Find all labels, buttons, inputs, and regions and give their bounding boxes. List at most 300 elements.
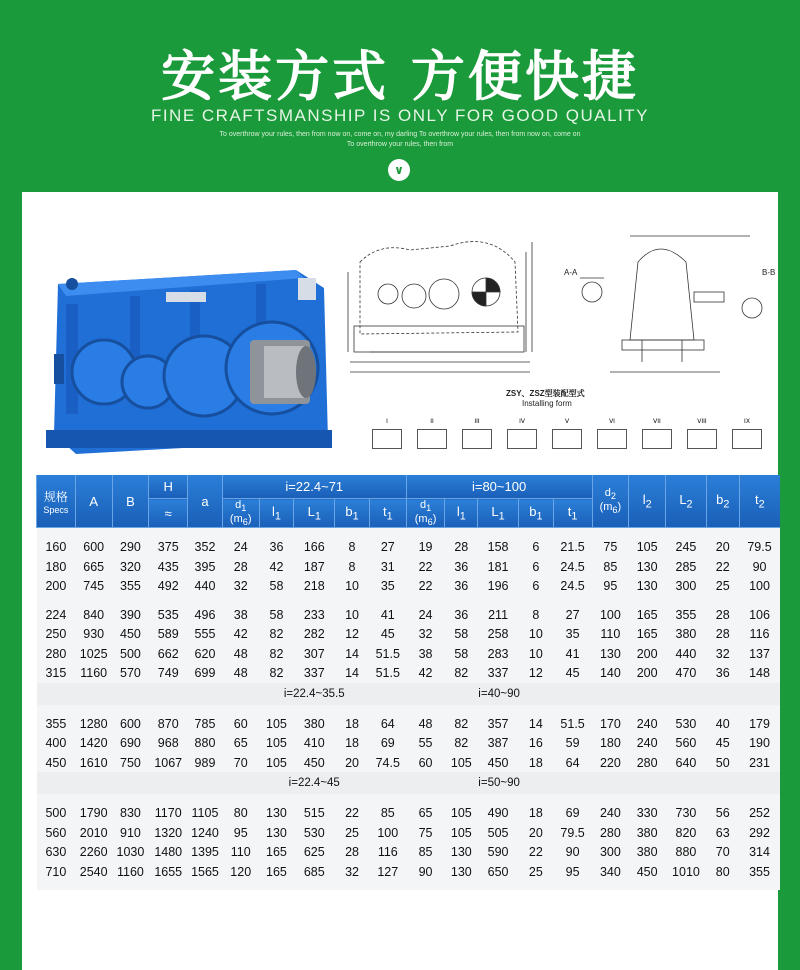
table-cell: 282 [294,624,335,644]
table-cell: 410 [294,733,335,753]
table-cell: 36 [445,576,478,596]
table-cell: 530 [666,714,707,734]
header-a-upper: A [75,475,112,528]
table-cell: 710 [37,862,76,882]
table-cell: 59 [553,733,592,753]
table-cell: 435 [149,557,188,577]
table-cell: 75 [406,823,445,843]
table-cell: 340 [592,862,629,882]
table-cell: 82 [445,714,478,734]
installing-form-item [552,418,582,449]
table-cell: 10 [518,644,553,664]
table-cell: 48 [222,663,259,683]
table-cell: 45 [553,663,592,683]
installing-forms [372,418,762,464]
ratio-band-label: i=40~90 [406,683,592,705]
table-cell: 240 [592,803,629,823]
table-cell: 38 [406,644,445,664]
header-L1-b: $L_1$ [478,499,519,528]
table-cell: 56 [706,803,739,823]
table-cell: 315 [37,663,76,683]
table-cell: 830 [112,803,149,823]
table-cell: 180 [592,733,629,753]
table-cell: 166 [294,537,335,557]
table-cell: 200 [629,644,666,664]
table-cell: 45 [369,624,406,644]
table-cell: 70 [222,753,259,773]
table-cell: 1067 [149,753,188,773]
table-cell: 785 [188,714,223,734]
table-cell: 31 [369,557,406,577]
table-cell: 1160 [75,663,112,683]
table-cell: 28 [222,557,259,577]
table-cell: 440 [666,644,707,664]
header-L1: $L_1$ [294,499,335,528]
header-a-lower: a [188,475,223,528]
table-cell: 252 [739,803,780,823]
table-cell: 32 [222,576,259,596]
table-cell: 35 [553,624,592,644]
table-cell: 1395 [188,842,223,862]
table-cell: 130 [445,862,478,882]
table-cell: 160 [37,537,76,557]
table-cell: 95 [222,823,259,843]
table-cell: 450 [112,624,149,644]
table-cell: 505 [478,823,519,843]
table-cell: 2010 [75,823,112,843]
table-cell: 24.5 [553,576,592,596]
table-cell: 106 [739,605,780,625]
table-cell: 380 [666,624,707,644]
table-cell: 300 [666,576,707,596]
table-cell: 51.5 [553,714,592,734]
table-cell: 355 [112,576,149,596]
table-cell: 880 [666,842,707,862]
header-b1: $b_1$ [335,499,370,528]
table-cell: 22 [406,557,445,577]
table-cell: 1565 [188,862,223,882]
table-cell: 1420 [75,733,112,753]
table-cell: 20 [335,753,370,773]
header-ratio-2: i=80~100 [406,475,592,499]
table-cell: 1655 [149,862,188,882]
table-cell: 330 [629,803,666,823]
header-h: H [149,475,188,499]
table-cell: 42 [259,557,294,577]
table-cell: 51.5 [369,644,406,664]
table-cell: 625 [294,842,335,862]
table-cell: 196 [478,576,519,596]
header-L2: $L_2$ [666,475,707,528]
table-cell: 560 [37,823,76,843]
table-cell: 240 [629,733,666,753]
header-b1-b: $b_1$ [518,499,553,528]
table-cell: 450 [294,753,335,773]
table-cell: 158 [478,537,519,557]
table-cell: 110 [222,842,259,862]
table-cell: 570 [112,663,149,683]
table-cell: 36 [445,557,478,577]
table-cell: 314 [739,842,780,862]
table-cell: 450 [629,862,666,882]
table-cell: 283 [478,644,519,664]
table-cell: 1610 [75,753,112,773]
table-cell: 48 [222,644,259,664]
table-cell: 910 [112,823,149,843]
table-cell: 820 [666,823,707,843]
table-cell: 390 [112,605,149,625]
table-cell: 1790 [75,803,112,823]
table-cell: 2540 [75,862,112,882]
table-cell: 38 [222,605,259,625]
table-cell: 750 [112,753,149,773]
table-cell: 14 [335,644,370,664]
table-cell: 28 [706,605,739,625]
table-cell: 640 [666,753,707,773]
table-cell: 58 [445,644,478,664]
table-row [37,823,781,843]
installing-form-item [372,418,402,449]
installing-form-label: V [564,418,570,425]
table-cell: 74.5 [369,753,406,773]
table-cell: 22 [518,842,553,862]
header-t1: $t_1$ [369,499,406,528]
table-row [37,557,781,577]
table-cell: 352 [188,537,223,557]
table-cell: 95 [592,576,629,596]
table-cell: 28 [335,842,370,862]
table-cell: 63 [706,823,739,843]
table-cell: 1320 [149,823,188,843]
table-cell: 58 [259,576,294,596]
table-cell: 27 [553,605,592,625]
table-cell: 989 [188,753,223,773]
table-cell: 650 [478,862,519,882]
table-cell: 36 [445,605,478,625]
table-cell: 280 [592,823,629,843]
installing-form-label: IV [519,418,525,425]
table-cell: 40 [706,714,739,734]
row-spacer [37,528,781,538]
table-cell: 19 [406,537,445,557]
table-cell: 24 [406,605,445,625]
specs-table [36,475,780,890]
table-cell: 130 [629,576,666,596]
header-b2: $b_2$ [706,475,739,528]
table-cell: 18 [518,753,553,773]
table-cell: 6 [518,537,553,557]
table-cell: 10 [518,624,553,644]
header-b: B [112,475,149,528]
table-cell: 245 [666,537,707,557]
table-cell: 137 [739,644,780,664]
table-cell: 165 [629,624,666,644]
table-cell: 70 [706,842,739,862]
table-cell: 180 [37,557,76,577]
table-cell: 258 [478,624,519,644]
table-cell: 27 [369,537,406,557]
table-cell: 22 [406,576,445,596]
installing-form-label: I [386,418,388,425]
table-cell: 42 [222,624,259,644]
table-cell: 65 [222,733,259,753]
table-cell: 22 [706,557,739,577]
table-cell: 395 [188,557,223,577]
table-cell: 211 [478,605,519,625]
table-cell: 105 [259,753,294,773]
table-cell: 8 [518,605,553,625]
installing-form-item [732,418,762,449]
table-cell: 12 [335,624,370,644]
row-spacer [37,881,781,890]
table-cell: 60 [222,714,259,734]
installing-forms-row [372,418,762,449]
table-cell: 28 [445,537,478,557]
installing-form-item [417,418,447,449]
table-cell: 240 [629,714,666,734]
table-cell: 589 [149,624,188,644]
technical-drawing-front [340,222,540,392]
table-cell: 100 [592,605,629,625]
installing-form-item [642,418,672,449]
table-row [37,576,781,596]
technical-drawing-side [570,222,770,382]
tagline-line-2: To overthrow your rules, then from [346,141,454,148]
table-cell: 620 [188,644,223,664]
table-cell: 1170 [149,803,188,823]
section-bb-label: B-B [762,268,776,277]
table-cell: 450 [37,753,76,773]
table-cell: 116 [739,624,780,644]
table-cell: 36 [259,537,294,557]
table-cell: 51.5 [369,663,406,683]
table-cell: 880 [188,733,223,753]
table-cell: 130 [259,803,294,823]
header-t2: $t_2$ [739,475,780,528]
table-cell: 16 [518,733,553,753]
table-cell: 496 [188,605,223,625]
table-cell: 69 [369,733,406,753]
table-cell: 10 [335,605,370,625]
table-cell: 190 [739,733,780,753]
table-cell: 95 [553,862,592,882]
table-cell: 130 [629,557,666,577]
table-cell: 500 [112,644,149,664]
table-cell: 233 [294,605,335,625]
table-cell: 20 [518,823,553,843]
table-cell: 600 [112,714,149,734]
table-cell: 20 [706,537,739,557]
ratio-band-row [37,772,781,794]
table-cell: 48 [406,714,445,734]
table-cell: 292 [739,823,780,843]
ratio-band-label: i=22.4~45 [222,772,406,794]
table-cell: 355 [666,605,707,625]
table-cell: 130 [259,823,294,843]
chevron-down-icon[interactable]: ∨ [388,159,410,181]
table-cell: 380 [294,714,335,734]
table-cell: 25 [518,862,553,882]
table-cell: 355 [739,862,780,882]
table-cell: 745 [75,576,112,596]
installing-form-item [687,418,717,449]
header-l1-b: $l_1$ [445,499,478,528]
table-row [37,733,781,753]
header-d1: $d_1$ $(m_6)$ [222,499,259,528]
table-cell: 80 [706,862,739,882]
table-cell: 380 [629,823,666,843]
table-cell: 500 [37,803,76,823]
table-cell: 82 [445,663,478,683]
table-cell: 25 [706,576,739,596]
ratio-band-row [37,683,781,705]
table-cell: 357 [478,714,519,734]
table-cell: 600 [75,537,112,557]
table-cell: 560 [666,733,707,753]
table-cell: 630 [37,842,76,862]
table-cell: 337 [294,663,335,683]
table-cell: 440 [188,576,223,596]
table-cell: 22 [335,803,370,823]
table-cell: 18 [518,803,553,823]
tagline-line-1: To overthrow your rules, then from now on, come on, my darling To overthrow your rules, then from now on, come on [219,131,581,138]
table-cell: 665 [75,557,112,577]
table-cell: 690 [112,733,149,753]
gearbox-photo [36,244,352,468]
table-cell: 515 [294,803,335,823]
table-cell: 130 [445,842,478,862]
specs-table-head [37,475,781,528]
table-cell: 179 [739,714,780,734]
section-aa-label: A-A [564,268,578,277]
installing-form-label: II [430,418,434,425]
table-cell: 100 [369,823,406,843]
table-cell: 55 [406,733,445,753]
table-cell: 116 [369,842,406,862]
table-cell: 69 [553,803,592,823]
hero-banner [0,0,800,190]
table-cell: 82 [259,644,294,664]
table-cell: 105 [445,803,478,823]
table-cell: 968 [149,733,188,753]
installing-form-item [597,418,627,449]
table-cell: 218 [294,576,335,596]
table-cell: 530 [294,823,335,843]
table-cell: 120 [222,862,259,882]
installing-form-label: VII [653,418,661,425]
table-row [37,537,781,557]
table-cell: 105 [259,733,294,753]
table-cell: 24.5 [553,557,592,577]
table-cell: 380 [629,842,666,862]
installing-form-item [462,418,492,449]
table-cell: 200 [629,663,666,683]
table-cell: 105 [259,714,294,734]
table-cell: 1240 [188,823,223,843]
installing-form-label: VIII [697,418,707,425]
header-t1-b: $t_1$ [553,499,592,528]
table-cell: 492 [149,576,188,596]
table-cell: 36 [706,663,739,683]
table-cell: 64 [553,753,592,773]
table-cell: 6 [518,576,553,596]
table-cell: 1480 [149,842,188,862]
table-cell: 662 [149,644,188,664]
row-spacer [37,705,781,714]
table-cell: 2260 [75,842,112,862]
table-cell: 10 [335,576,370,596]
header-h-approx: ≈ [149,499,188,528]
table-cell: 32 [406,624,445,644]
table-cell: 100 [739,576,780,596]
table-row [37,663,781,683]
table-cell: 8 [335,537,370,557]
table-cell: 250 [37,624,76,644]
table-cell: 930 [75,624,112,644]
ratio-band-label: i=22.4~35.5 [222,683,406,705]
table-row [37,624,781,644]
table-cell: 355 [37,714,76,734]
header-l1: $l_1$ [259,499,294,528]
table-cell: 1160 [112,862,149,882]
table-cell: 18 [335,714,370,734]
content-panel [22,192,778,970]
table-cell: 90 [739,557,780,577]
table-cell: 65 [406,803,445,823]
table-cell: 165 [629,605,666,625]
header-l2: $l_2$ [629,475,666,528]
table-cell: 224 [37,605,76,625]
table-cell: 290 [112,537,149,557]
table-cell: 75 [592,537,629,557]
table-cell: 21.5 [553,537,592,557]
table-cell: 79.5 [739,537,780,557]
table-cell: 14 [518,714,553,734]
table-cell: 181 [478,557,519,577]
table-cell: 82 [445,733,478,753]
table-cell: 1030 [112,842,149,862]
table-cell: 337 [478,663,519,683]
drawing-caption-en: Installing form [522,399,572,408]
installing-form-label: VI [609,418,615,425]
table-cell: 32 [706,644,739,664]
table-cell: 140 [592,663,629,683]
table-cell: 14 [335,663,370,683]
table-cell: 41 [553,644,592,664]
table-cell: 82 [259,624,294,644]
table-cell: 85 [369,803,406,823]
table-cell: 590 [478,842,519,862]
table-cell: 1280 [75,714,112,734]
table-cell: 79.5 [553,823,592,843]
table-cell: 280 [37,644,76,664]
page-subtitle: FINE CRAFTSMANSHIP IS ONLY FOR GOOD QUALITY [150,106,650,125]
row-spacer [37,794,781,803]
table-cell: 840 [75,605,112,625]
table-cell: 200 [37,576,76,596]
table-cell: 535 [149,605,188,625]
ratio-band-label: i=50~90 [406,772,592,794]
table-cell: 80 [222,803,259,823]
table-cell: 490 [478,803,519,823]
table-cell: 170 [592,714,629,734]
table-cell: 28 [706,624,739,644]
table-cell: 41 [369,605,406,625]
table-cell: 64 [369,714,406,734]
table-cell: 387 [478,733,519,753]
table-cell: 85 [592,557,629,577]
table-row [37,842,781,862]
